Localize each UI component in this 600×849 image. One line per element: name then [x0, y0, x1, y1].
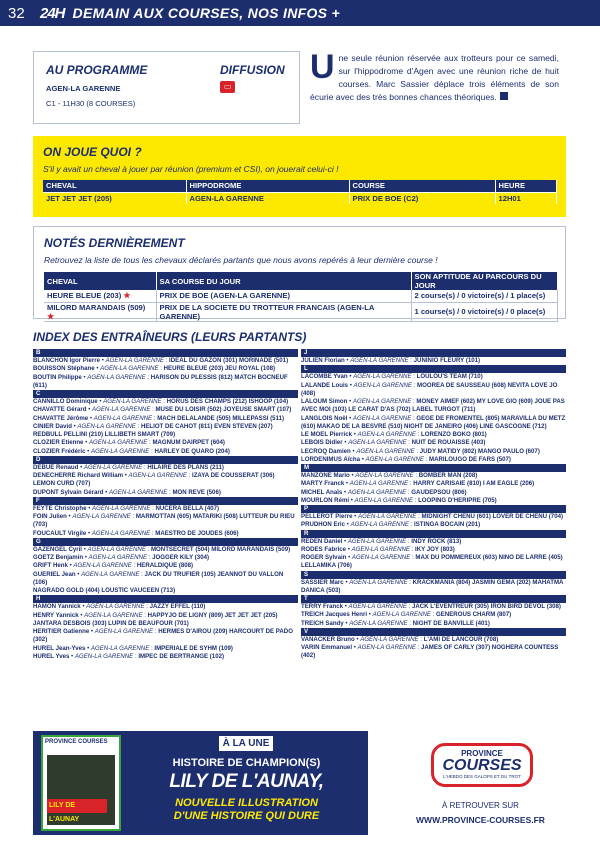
trainer-name: MANZONE Mario: [301, 472, 350, 479]
trainer-entry: HUREL Jean-Yves • AGEN-LA GARENNE : IMPERIALE DE SYHM (109): [33, 644, 233, 652]
star-icon: ★: [123, 291, 131, 301]
cell-heure: 12H01: [495, 192, 557, 204]
trainer-place: AGEN-LA GARENNE: [372, 611, 431, 619]
trainer-place: AGEN-LA GARENNE: [72, 513, 131, 520]
trainer-place: AGEN-LA GARENNE: [357, 431, 416, 438]
trainer-name: VANACKER Bruno: [301, 635, 355, 643]
notes-table: [44, 272, 558, 322]
trainer-name: MICHEL Anaïs: [301, 488, 343, 496]
trainer-horses: NUIT DE ROUAISSE (403): [411, 439, 486, 447]
trainer-place: AGEN-LA GARENNE: [349, 619, 408, 627]
trainer-place: AGEN-LA GARENNE: [90, 644, 150, 652]
programme-venue: AGEN-LA GARENNE: [46, 84, 121, 93]
trainer-horses: JUDY MATIDY (802) MANGO PAULO (607): [419, 447, 540, 455]
index-letter-header: T: [301, 595, 566, 603]
trainer-entry: CINIER David • AGEN-LA GARENNE : HELIOT DE CAHOT (811) EVEN STEVEN (207): [33, 422, 273, 430]
trainer-horses: GENEROUS CHARM (807): [436, 611, 512, 619]
trainer-place: AGEN-LA GARENNE: [81, 570, 140, 578]
trainer-place: AGEN-LA GARENNE: [105, 357, 164, 364]
trainer-horses: IMPEC DE BERTRANGE (102): [138, 652, 225, 660]
trainer-horses: MAX DU POMMEREUX (603) NINO DE LARRE (405) LELLAMIKA (706): [301, 554, 563, 570]
end-mark: [500, 92, 508, 100]
index-letter-header: J: [301, 349, 566, 357]
trainer-entry: DUPONT Sylvain Gérard • AGEN-LA GARENNE : MON REVE (506): [33, 488, 221, 496]
trainer-name: GAZENGEL Cyril: [33, 545, 82, 553]
trainer-entry: PRUDHON Eric • AGEN-LA GARENNE : ISTINGA BOCAIN (201): [301, 521, 481, 529]
trainer-entry: GAZENGEL Cyril • AGEN-LA GARENNE : MONTSECRET (504) MILORD MARANDAIS (509): [33, 545, 291, 553]
cover-banner: LILY DE L'AUNAY: [47, 799, 107, 813]
trainer-horses: GEGE DE FROMENTEL (805) MARAVILLA DU METZ (610) MAKAO DE LA BESVRE (510) NIGHT DE JANEIRO (406) LINE GASCOGNE (712): [301, 414, 566, 430]
trainer-place: AGEN-LA GARENNE: [128, 472, 187, 479]
index-letter-header: P: [301, 505, 566, 513]
trainer-entry: [33, 431, 298, 439]
trainer-entry: [33, 620, 298, 628]
trainer-entry: HAMON Yannick • AGEN-LA GARENNE : JAZZY EFFEL (110): [33, 603, 206, 611]
index-letter-header: V: [301, 628, 566, 636]
trainer-place: AGEN-LA GARENNE: [74, 652, 134, 660]
trainer-name: CHAVATTE Gérard: [33, 406, 87, 414]
cell-course: PRIX DE BOE (AGEN-LA GARENNE): [156, 290, 411, 302]
trainer-horses: HORUS DES CHAMPS (212) ISHOOP (104): [166, 398, 289, 405]
trainer-name: NAGRADO GOLD: [33, 587, 84, 594]
trainer-entry: TREICH Sandy • AGEN-LA GARENNE : NIGHT DE BANVILLE (401): [301, 619, 490, 627]
trainer-horses: MARILOUGO DE FARS (507): [429, 455, 511, 463]
trainer-horses: LOOPING D'HERIPRE (705): [418, 496, 497, 504]
cell-cheval: MILORD MARANDAIS (509): [47, 302, 146, 312]
trainer-horses: HELIOT DE CAHOT (811) EVEN STEVEN (207): [140, 422, 273, 430]
trainer-place: AGEN-LA GARENNE: [353, 373, 412, 381]
col-course: COURSE: [349, 180, 495, 192]
trainer-entry: HERITIER Gatienne • AGEN-LA GARENNE : HERMES D'AIROU (209) HARCOURT DE PADO (302): [33, 628, 293, 644]
programme-title: AU PROGRAMME: [46, 63, 148, 77]
trainer-horses: IZAYA DE COUSSERAT (306) LEMON CURD (707): [33, 472, 275, 488]
trainer-place: AGEN-LA GARENNE: [348, 439, 407, 447]
trainer-entry: HUREL Yves • AGEN-LA GARENNE : IMPEC DE BERTRANGE (102): [33, 652, 225, 660]
trainer-horses: JUNINIO FLEURY (101): [413, 357, 481, 364]
trainer-entry: CLOZIER Frédéric • AGEN-LA GARENNE : HARLEY DE QUARO (204): [33, 447, 230, 455]
trainer-horses: HARRY CARISAIE (810) I AM EAGLE (206): [413, 480, 535, 488]
trainer-horses: JAZZY EFFEL (110): [149, 603, 206, 611]
index-letter-header: G: [33, 538, 298, 546]
table-row: [44, 290, 558, 302]
trainer-name: RODES Fabrice: [301, 545, 347, 553]
promo-left-panel: [33, 731, 368, 835]
trainer-name: LORDENIMUS Aïcha: [301, 455, 361, 463]
trainer-entry: DEBUE Renaud • AGEN-LA GARENNE : HILAIRE DES PLANS (211): [33, 463, 224, 471]
cell-aptitude: 1 course(s) / 0 victoire(s) / 0 place(s): [411, 302, 558, 321]
trainer-place: AGEN-LA GARENNE: [360, 635, 419, 643]
trainer-name: SASSIER Marc: [301, 578, 344, 586]
page-header: [0, 0, 600, 26]
trainer-name: HAMON Yannick: [33, 603, 81, 611]
trainer-place: AGEN-LA GARENNE: [353, 381, 412, 389]
retrouver-label: À RETROUVER SUR: [442, 801, 519, 810]
trainer-horses: HAPPYJO DE LIGNY (809) JET JET JET (205): [147, 611, 278, 619]
trainer-name: LACOMBE Yvan: [301, 373, 348, 381]
trainer-place: AGEN-LA GARENNE: [88, 439, 148, 447]
col-hippodrome: HIPPODROME: [186, 180, 349, 192]
trainer-horses: HARLEY DE QUARO (204): [154, 447, 230, 455]
trainer-place: AGEN-LA GARENNE: [357, 644, 416, 651]
trainer-entry: MANZONE Mario • AGEN-LA GARENNE : BOMBER MAN (208): [301, 472, 478, 479]
trainer-horses: MOOREA DE SAUSSEAU (608) NEVITA LOVE JO (408): [301, 381, 558, 397]
col-cheval: CHEVAL: [43, 180, 186, 192]
trainer-horses: BOMBER MAN (208): [418, 472, 478, 479]
index-letter-header: F: [33, 497, 298, 505]
page-number: 32: [8, 4, 25, 22]
trainer-name: HENRY Yannick: [33, 611, 79, 619]
trainer-entry: FOUCAULT Virgile • AGEN-LA GARENNE : MAESTRO DE JOUDES (606): [33, 529, 239, 537]
trainer-name: TREICH Sandy: [301, 619, 344, 627]
trainer-entry: LALOUM Simon • AGEN-LA GARENNE : MONEY AIMEF (602) MY LOVE GIO (609) JOUE PAS AVEC MOI (103) LE CARAT D'AS (702) LABEL TURGOT (711): [301, 398, 565, 414]
trainer-entry: BOUTIN Philippe • AGEN-LA GARENNE : HARISON DU PLESSIS (812) MATCH BOCNEUF (611): [33, 373, 288, 389]
index-column-left: [33, 349, 298, 661]
trainer-horses: JACK DU TRUFIER (105) JEANNOT DU VALLON (106): [33, 570, 284, 586]
trainer-entry: RODES Fabrice • AGEN-LA GARENNE : IKY JOY (803): [301, 545, 455, 553]
trainer-name: MOURLON Rémi: [301, 496, 350, 504]
trainer-name: ROGER Sylvain: [301, 554, 347, 561]
trainer-name: CINIER David: [33, 422, 72, 430]
trainer-entry: VARIN Emmanuel • AGEN-LA GARENNE : JAMES OF CARLY (307) NOGHERA COUNTESS (402): [301, 644, 559, 660]
trainer-entry: TERRY Franck • AGEN-LA GARENNE : JACK L'EVENTREUR (305) IRON BIRD DEVOL (308): [301, 603, 561, 610]
trainer-place: AGEN-LA GARENNE: [91, 447, 150, 455]
trainer-entry: LANGLOIS Noël • AGEN-LA GARENNE : GEGE DE FROMENTEL (805) MARAVILLA DU METZ (610) MAKAO DE LA BESVRE (510) NIGHT DE JANEIRO (406) LINE GASCOGNE (712): [301, 414, 566, 430]
magazine-title: PROVINCE COURSES: [45, 739, 108, 745]
trainer-horses: LORENZO BOKO (801): [421, 431, 487, 438]
trainer-name: HUREL Yves: [33, 652, 70, 660]
trainer-name: CLOZIER Frédéric: [33, 447, 86, 455]
trainer-horses: MONEY AIMEF (602) MY LOVE GIO (609) JOUE PAS AVEC MOI (103) LE CARAT D'AS (702) LABEL TURGOT (711): [301, 398, 565, 414]
trainer-name: LECROQ Damien: [301, 447, 351, 455]
trainer-place: AGEN-LA GARENNE: [365, 455, 424, 463]
trainer-horses: L'AMI DE LANCOUR (708): [423, 635, 499, 643]
trainer-entry: SASSIER Marc • AGEN-LA GARENNE : KRACKMANIA (804) JASMIN GEMA (202) MAHATMA DANICA (503): [301, 578, 564, 594]
table-row: [44, 302, 558, 321]
promo-headline: LILY DE L'AUNAY,: [169, 771, 324, 792]
trainer-name: CANNILLO Dominique: [33, 398, 98, 405]
trainer-place: AGEN-LA GARENNE: [83, 463, 143, 471]
trainer-entry: MOURLON Rémi • AGEN-LA GARENNE : LOOPING D'HERIPRE (705): [301, 496, 497, 504]
trainer-place: AGEN-LA GARENNE: [348, 603, 407, 610]
trainer-horses: HEURE BLEUE (203) JEU ROYAL (108): [163, 365, 276, 373]
trainer-horses: MAGNUM DAIRPET (604): [152, 439, 225, 447]
trainer-name: FEYTE Christophe: [33, 504, 87, 512]
trainer-place: AGEN-LA GARENNE: [347, 488, 407, 496]
trainer-horses: IDEAL DU GAZON (301) MORINADE (501): [169, 357, 289, 364]
trainer-entry: CLOZIER Etienne • AGEN-LA GARENNE : MAGNUM DAIRPET (604): [33, 439, 225, 447]
trainer-place: AGEN-LA GARENNE: [93, 414, 153, 422]
trainer-place: AGEN-LA GARENNE: [347, 537, 407, 545]
trainer-place: AGEN-LA GARENNE: [349, 578, 408, 586]
trainer-place: AGEN-LA GARENNE: [87, 545, 146, 553]
cell-hippodrome: AGEN-LA GARENNE: [186, 192, 349, 204]
drop-cap: U: [310, 48, 335, 86]
index-letter-header: L: [301, 365, 566, 373]
on-joue-subtitle: S'il y avait un cheval à jouer par réunion (premium et CSI), on jouerait celui-ci !: [43, 164, 339, 174]
trainer-name: CHAVATTE Jérôme: [33, 414, 89, 422]
index-letter-header: B: [33, 349, 298, 357]
trainer-entry: LECROQ Damien • AGEN-LA GARENNE : JUDY MATIDY (802) MANGO PAULO (607): [301, 447, 540, 455]
trainer-place: AGEN-LA GARENNE: [355, 472, 414, 479]
trainer-place: AGEN-LA GARENNE: [349, 480, 409, 488]
col-course-jour: SA COURSE DU JOUR: [156, 272, 411, 290]
index-letter-header: C: [33, 390, 298, 398]
trainer-entry: LACOMBE Yvan • AGEN-LA GARENNE : LOULOU'S TEAM (710): [301, 373, 483, 381]
trainer-entry: CANNILLO Dominique • AGEN-LA GARENNE : HORUS DES CHAMPS (212) ISHOOP (104): [33, 398, 289, 405]
trainer-name: TREICH Jacques Henri: [301, 611, 368, 619]
intro-paragraph: [310, 48, 559, 104]
index-letter-header: H: [33, 595, 298, 603]
trainer-horses: MUSE DU LOISIR (502) JOYEUSE SMART (107): [155, 406, 292, 414]
trainer-name: HUREL Jean-Yves: [33, 644, 86, 652]
trainer-place: AGEN-LA GARENNE: [103, 398, 162, 405]
trainer-name: DUPONT Sylvain Gérard: [33, 488, 104, 496]
trainer-horses: IMPERIALE DE SYHM (109): [154, 644, 233, 652]
cell-course: PRIX DE LA SOCIETE DU TROTTEUR FRANCAIS (AGEN-LA GARENNE): [156, 302, 411, 321]
trainer-horses: KRACKMANIA (804) JASMIN GEMA (202) MAHATMA DANICA (503): [301, 578, 564, 594]
trainer-horses: ISTINGA BOCAIN (201): [414, 521, 481, 529]
promo-subline: [129, 797, 364, 823]
trainer-name: LALANDE Louis: [301, 381, 349, 389]
on-joue-table: [43, 180, 557, 204]
trainer-name: REDEN Daniel: [301, 537, 343, 545]
trainer-place: AGEN-LA GARENNE: [73, 562, 132, 570]
trainer-place: AGEN-LA GARENNE: [87, 373, 146, 381]
intro-text: ne seule réunion réservée aux trotteurs pour ce samedi, sur l'hippodrome d'Agen avec une réunion riche de huit courses. Marc Sassier déplace trois éléments de son écurie avec des très bonnes chances théoriques.: [310, 53, 559, 102]
trainer-horses: INDY ROCK (813): [411, 537, 462, 545]
notes-box: [33, 226, 566, 319]
trainer-place: AGEN-LA GARENNE: [94, 628, 154, 635]
trainer-entry: TREICH Jacques Henri • AGEN-LA GARENNE : GENEROUS CHARM (807): [301, 611, 512, 619]
trainer-name: LE MOEL Pierrick: [301, 431, 353, 438]
trainer-entry: FEYTE Christophe • AGEN-LA GARENNE : NUCERA BELLA (407): [33, 504, 220, 512]
index-letter-header: M: [301, 464, 566, 472]
trainer-entry: LALANDE Louis • AGEN-LA GARENNE : MOOREA DE SAUSSEAU (608) NEVITA LOVE JO (408): [301, 381, 558, 397]
trainer-place: AGEN-LA GARENNE: [92, 504, 151, 512]
index-letter-header: S: [301, 571, 566, 579]
trainer-horses: (210) LILLIBETH SMART (709): [88, 431, 176, 438]
trainer-place: AGEN-LA GARENNE: [352, 398, 412, 405]
trainer-horses: LOULOU'S TEAM (710): [416, 373, 483, 381]
index-column-right: [301, 349, 566, 661]
trainer-name: FOUCAULT Virgile: [33, 529, 87, 537]
trainer-place: AGEN-LA GARENNE: [84, 611, 143, 619]
trainer-entry: VANACKER Bruno • AGEN-LA GARENNE : L'AMI DE LANCOUR (708): [301, 635, 499, 643]
trainer-place: AGEN-LA GARENNE: [350, 357, 409, 364]
cell-aptitude: 2 course(s) / 0 victoire(s) / 1 place(s): [411, 290, 558, 302]
trainer-place: AGEN-LA GARENNE: [352, 414, 412, 422]
programme-race-info: C1 - 11H30 (8 COURSES): [46, 99, 136, 108]
header-title: DEMAIN AUX COURSES, NOS INFOS +: [72, 5, 340, 21]
trainer-place: AGEN-LA GARENNE: [92, 406, 151, 414]
trainer-entry: HENRY Yannick • AGEN-LA GARENNE : HAPPYJO DE LIGNY (809) JET JET JET (205): [33, 611, 278, 619]
trainer-name: HERITIER Gatienne: [33, 628, 90, 635]
a-la-une-label: À LA UNE: [219, 736, 273, 751]
col-heure: HEURE: [495, 180, 557, 192]
trainer-entry: LORDENIMUS Aïcha • AGEN-LA GARENNE : MARILOUGO DE FARS (507): [301, 455, 511, 463]
trainer-place: AGEN-LA GARENNE: [356, 447, 415, 455]
diffusion-title: DIFFUSION: [220, 63, 285, 77]
trainer-place: AGEN-LA GARENNE: [108, 488, 168, 496]
trainer-horses: HERMES D'AIROU (209) HARCOURT DE PADO (302): [33, 628, 293, 644]
trainer-place: AGEN-LA GARENNE: [86, 603, 145, 611]
on-joue-title: ON JOUE QUOI ?: [43, 145, 142, 159]
trainer-horses: (303) LUPIN DE BEAUFOUR (701): [92, 619, 189, 627]
index-letter-header: D: [33, 456, 298, 464]
index-title: INDEX DES ENTRAÎNEURS (LEURS PARTANTS): [33, 330, 307, 344]
trainer-horses: MACH DELALANDE (505) MILLEPASSI (511): [157, 414, 285, 422]
trainer-entry: MARTY Franck • AGEN-LA GARENNE : HARRY CARISAIE (810) I AM EAGLE (206): [301, 480, 535, 488]
trainer-horses: NIGHT DE BANVILLE (401): [412, 619, 490, 627]
cell-cheval: JET JET JET (205): [43, 192, 186, 204]
trainer-place: AGEN-LA GARENNE: [350, 521, 409, 529]
col-cheval: CHEVAL: [44, 272, 156, 290]
trainer-entry: JULIEN Florian • AGEN-LA GARENNE : JUNINIO FLEURY (101): [301, 357, 481, 364]
notes-title: NOTÉS DERNIÈREMENT: [44, 236, 185, 250]
cell-course: PRIX DE BOE (C2): [349, 192, 495, 204]
trainer-entry: GRIFT Henk • AGEN-LA GARENNE : HERALDIQUE (808): [33, 562, 194, 570]
trainer-name: TERRY Franck: [301, 603, 343, 610]
trainer-place: AGEN-LA GARENNE: [91, 529, 151, 537]
trainer-horses: HERALDIQUE (808): [136, 562, 194, 570]
trainer-entry: BLANCHON Igor Pierre • AGEN-LA GARENNE : IDEAL DU GAZON (301) MORINADE (501): [33, 357, 289, 364]
trainer-place: AGEN-LA GARENNE: [100, 365, 159, 373]
trainer-place: AGEN-LA GARENNE: [88, 554, 148, 561]
trainer-place: AGEN-LA GARENNE: [358, 513, 417, 520]
trainer-entry: LEBOIS Didier • AGEN-LA GARENNE : NUIT DE ROUAISSE (403): [301, 439, 486, 447]
trainer-horses: HARISON DU PLESSIS (812) MATCH BOCNEUF (611): [33, 373, 288, 389]
trainer-entry: REDEN Daniel • AGEN-LA GARENNE : INDY ROCK (813): [301, 537, 462, 545]
trainer-name: BOUTIN Philippe: [33, 373, 82, 381]
trainer-place: AGEN-LA GARENNE: [351, 554, 411, 561]
promo-subline-1: NOUVELLE ILLUSTRATION: [175, 797, 318, 809]
trainer-name: BOUISSON Stéphane: [33, 365, 95, 373]
trainer-entry: BOUISSON Stéphane • AGEN-LA GARENNE : HEURE BLEUE (203) JEU ROYAL (108): [33, 365, 276, 373]
on-joue-box: [33, 136, 566, 217]
promo-subline-2: D'UNE HISTOIRE QUI DURE: [173, 810, 320, 822]
trainer-name: FOIN Julien: [33, 513, 67, 520]
trainer-entry: GUERIEL Jean • AGEN-LA GARENNE : JACK DU TRUFIER (105) JEANNOT DU VALLON (106): [33, 570, 284, 586]
trainer-entry: [33, 587, 298, 595]
trainer-name: PRUDHON Eric: [301, 521, 346, 529]
trainer-horses: HILAIRE DES PLANS (211): [147, 463, 224, 471]
province-courses-logo: [431, 743, 533, 787]
logo-top: PROVINCE: [461, 749, 503, 758]
trainer-horses: MARMOTTAN (605) MATARIKI (508) LUTTEUR DU RIEU (703): [33, 513, 295, 529]
trainer-horses: (404) LOUSTIC VAUCEEN (713): [85, 587, 176, 594]
trainer-horses: IKY JOY (803): [415, 545, 455, 553]
trainer-entry: CHAVATTE Jérôme • AGEN-LA GARENNE : MACH DELALANDE (505) MILLEPASSI (511): [33, 414, 285, 422]
tv-channel-icon: ▭: [220, 81, 235, 93]
trainer-horses: NUCERA BELLA (407): [155, 504, 220, 512]
col-aptitude: SON APTITUDE AU PARCOURS DU JOUR: [411, 272, 558, 290]
star-icon: ★: [47, 311, 55, 321]
trainer-name: LANGLOIS Noël: [301, 414, 348, 422]
trainer-name: JANTARA DESBOIS: [33, 619, 91, 627]
trainer-entry: CHAVATTE Gérard • AGEN-LA GARENNE : MUSE DU LOISIR (502) JOYEUSE SMART (107): [33, 406, 292, 414]
trainer-name: GUERIEL Jean: [33, 570, 76, 578]
magazine-cover: [41, 735, 121, 831]
trainer-place: AGEN-LA GARENNE: [354, 496, 413, 504]
trainer-entry: LE MOEL Pierrick • AGEN-LA GARENNE : LORENZO BOKO (801): [301, 431, 487, 438]
programme-box: [33, 51, 300, 124]
trainer-horses: JACK L'EVENTREUR (305) IRON BIRD DEVOL (308): [411, 603, 561, 610]
trainer-name: PELLEROT Pierre: [301, 513, 353, 520]
trainer-name: DEBUE Renaud: [33, 463, 79, 471]
trainer-entry: DENECHERRE Richard William • AGEN-LA GARENNE : IZAYA DE COUSSERAT (306) LEMON CURD (707): [33, 472, 275, 488]
trainer-place: AGEN-LA GARENNE: [351, 545, 410, 553]
trainer-place: AGEN-LA GARENNE: [77, 422, 136, 430]
trainer-name: LALOUM Simon: [301, 398, 348, 405]
trainer-horses: MAESTRO DE JOUDES (606): [155, 529, 239, 537]
trainer-name: CLOZIER Etienne: [33, 439, 84, 447]
trainer-name: LEBOIS Didier: [301, 439, 343, 447]
trainer-name: BLANCHON Igor Pierre: [33, 357, 101, 364]
trainer-name: JULIEN Florian: [301, 357, 345, 364]
trainer-horses: MON REVE (506): [172, 488, 221, 496]
notes-subtitle: Retrouvez la liste de tous les chevaux déclarés partants que nous avons repérés à leur dernière course !: [44, 255, 438, 265]
trainer-horses: MONTSECRET (504) MILORD MARANDAIS (509): [150, 545, 291, 553]
trainer-name: DENECHERRE Richard William: [33, 472, 124, 479]
trainer-name: GRIFT Henk: [33, 562, 68, 570]
trainer-horses: JAMES OF CARLY (307) NOGHERA COUNTESS (402): [301, 644, 559, 660]
trainer-entry: GOETZ Benjamin • AGEN-LA GARENNE : JOGGER KILY (304): [33, 554, 210, 561]
trainer-name: VARIN Emmanuel: [301, 644, 353, 651]
trainer-entry: ROGER Sylvain • AGEN-LA GARENNE : MAX DU POMMEREUX (603) NINO DE LARRE (405) LELLAMIKA (706): [301, 554, 563, 570]
brand-logo: 24H: [40, 4, 65, 22]
trainer-horses: GAUDEPSOU (806): [411, 488, 467, 496]
logo-main: COURSES: [442, 757, 522, 774]
promo-banner[interactable]: [33, 731, 568, 835]
trainer-horses: JOGGER KILY (304): [152, 554, 210, 561]
trainer-name: REDBULL PELLINI: [33, 431, 88, 438]
trainer-entry: FOIN Julien • AGEN-LA GARENNE : MARMOTTAN (605) MATARIKI (508) LUTTEUR DU RIEU (703): [33, 513, 295, 529]
table-row: [43, 192, 557, 204]
trainer-horses: MIDNIGHT CHENU (601) LOVER DE CHENU (704): [421, 513, 563, 520]
index-letter-header: R: [301, 530, 566, 538]
cell-cheval: HEURE BLEUE (203): [47, 291, 122, 301]
trainer-name: GOETZ Benjamin: [33, 554, 84, 561]
promo-kicker: HISTOIRE DE CHAMPION(S): [172, 757, 321, 769]
trainer-name: MARTY Franck: [301, 480, 345, 488]
logo-tagline: L'HEBDO DES GALOPS ET DU TROT: [443, 774, 521, 779]
trainer-entry: MICHEL Anaïs • AGEN-LA GARENNE : GAUDEPSOU (806): [301, 488, 467, 496]
website-link[interactable]: WWW.PROVINCE-COURSES.FR: [416, 815, 545, 825]
trainer-entry: PELLEROT Pierre • AGEN-LA GARENNE : MIDNIGHT CHENU (601) LOVER DE CHENU (704): [301, 513, 563, 520]
